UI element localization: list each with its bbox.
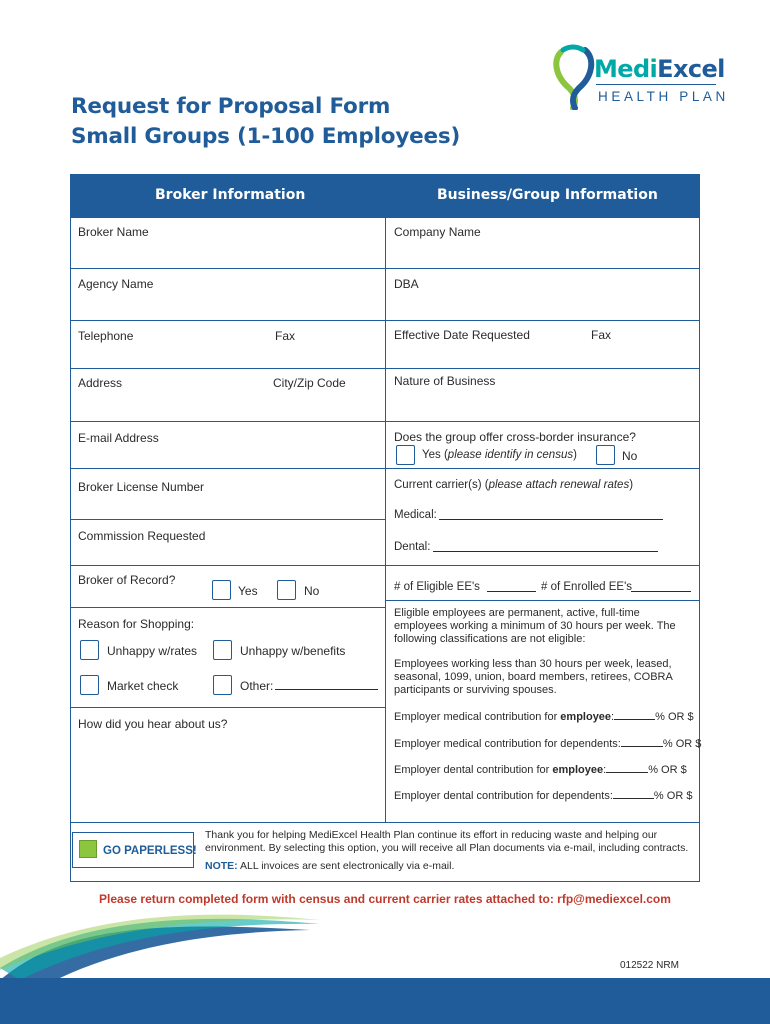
divider bbox=[71, 519, 385, 520]
title-line-2: Small Groups (1-100 Employees) bbox=[71, 124, 461, 149]
paperless-description: Thank you for helping MediExcel Health Plan continue its effort in reducing waste and helping our environment. By selecting this option, you will receive all Plan documents via e-mail, including contracts. bbox=[205, 829, 689, 854]
broker-of-record-no-label: No bbox=[304, 584, 320, 598]
reason-for-shopping-label: Reason for Shopping: bbox=[78, 617, 195, 631]
eligibility-description: Eligible employees are permanent, active, full-time employees working a minimum of 30 hours per week. The following classifications are not eligible: bbox=[394, 607, 676, 645]
market-check-checkbox[interactable] bbox=[80, 675, 99, 695]
divider bbox=[385, 600, 699, 601]
return-instructions: Please return completed form with census and current carrier rates attached to: rfp@mediexcel.com bbox=[99, 892, 671, 906]
paperless-label: GO PAPERLESS! bbox=[103, 845, 197, 857]
contribution-input-line[interactable] bbox=[606, 762, 648, 773]
divider bbox=[385, 421, 699, 422]
dental-carrier-label: Dental: bbox=[394, 541, 431, 553]
contribution-medical-dependents: Employer medical contribution for dependents: % OR $ bbox=[394, 738, 702, 750]
telephone-label: Telephone bbox=[78, 329, 134, 343]
contribution-medical-employee: Employer medical contribution for employee: % OR $ bbox=[394, 711, 694, 723]
cross-border-question: Does the group offer cross-border insurance? bbox=[394, 430, 636, 444]
logo-subtitle: HEALTH PLAN bbox=[598, 89, 729, 104]
commission-label: Commission Requested bbox=[78, 529, 206, 543]
contribution-dental-employee: Employer dental contribution for employee: % OR $ bbox=[394, 764, 687, 776]
contribution-dental-dependents: Employer dental contribution for dependents: % OR $ bbox=[394, 790, 693, 802]
unhappy-rates-label: Unhappy w/rates bbox=[107, 644, 198, 658]
footer-bar bbox=[0, 978, 770, 1024]
broker-section-header: Broker Information bbox=[155, 187, 306, 203]
page-title bbox=[71, 92, 460, 152]
divider bbox=[71, 421, 385, 422]
effective-date-label: Effective Date Requested bbox=[394, 328, 530, 342]
divider bbox=[71, 707, 385, 708]
divider bbox=[71, 320, 385, 321]
broker-fax-label: Fax bbox=[275, 329, 296, 343]
contribution-input-line[interactable] bbox=[613, 788, 654, 799]
other-label: Other: bbox=[240, 679, 274, 693]
cross-border-yes-label: Yes (please identify in census) bbox=[422, 449, 577, 461]
eligible-ees-line[interactable] bbox=[487, 591, 536, 592]
business-section-header: Business/Group Information bbox=[437, 187, 658, 203]
title-line-1: Request for Proposal Form bbox=[71, 94, 391, 119]
other-input-line[interactable] bbox=[275, 689, 378, 690]
unhappy-benefits-label: Unhappy w/benefits bbox=[240, 644, 346, 658]
unhappy-rates-checkbox[interactable] bbox=[80, 640, 99, 660]
contribution-input-line[interactable] bbox=[614, 709, 655, 720]
divider bbox=[385, 468, 699, 469]
divider bbox=[385, 565, 699, 566]
divider bbox=[71, 565, 385, 566]
paperless-note: NOTE: ALL invoices are sent electronically via e-mail. bbox=[205, 860, 455, 872]
other-checkbox[interactable] bbox=[213, 675, 232, 695]
logo-brand: MediExcel bbox=[594, 55, 725, 83]
contribution-input-line[interactable] bbox=[621, 736, 663, 747]
company-name-label: Company Name bbox=[394, 225, 481, 239]
enrolled-ees-line[interactable] bbox=[631, 591, 691, 592]
dba-label: DBA bbox=[394, 277, 419, 291]
city-zip-label: City/Zip Code bbox=[273, 376, 346, 390]
cross-border-no-label: No bbox=[622, 449, 638, 463]
divider bbox=[385, 320, 699, 321]
email-label: E-mail Address bbox=[78, 431, 159, 445]
address-label: Address bbox=[78, 376, 123, 390]
business-fax-label: Fax bbox=[591, 328, 612, 342]
medical-carrier-line[interactable] bbox=[439, 519, 663, 520]
agency-name-label: Agency Name bbox=[78, 277, 154, 291]
market-check-label: Market check bbox=[107, 679, 179, 693]
enrolled-ees-label: # of Enrolled EE's bbox=[541, 581, 633, 593]
heard-about-us-label: How did you hear about us? bbox=[78, 717, 228, 731]
broker-of-record-yes-label: Yes bbox=[238, 584, 258, 598]
broker-license-label: Broker License Number bbox=[78, 480, 205, 494]
document-number: 012522 NRM bbox=[620, 960, 679, 971]
eligible-ees-label: # of Eligible EE's bbox=[394, 581, 480, 593]
divider bbox=[71, 468, 385, 469]
broker-of-record-label: Broker of Record? bbox=[78, 573, 176, 587]
dental-carrier-line[interactable] bbox=[433, 551, 658, 552]
divider bbox=[385, 368, 699, 369]
divider bbox=[71, 368, 385, 369]
divider bbox=[385, 268, 699, 269]
logo-divider bbox=[596, 84, 716, 85]
ineligibility-description: Employees working less than 30 hours per week, leased, seasonal, 1099, union, board members, retirees, COBRA participants or surviving spouses. bbox=[394, 658, 673, 696]
medical-carrier-label: Medical: bbox=[394, 509, 437, 521]
paperless-checkbox[interactable] bbox=[79, 840, 97, 858]
broker-name-label: Broker Name bbox=[78, 225, 149, 239]
broker-of-record-yes-checkbox[interactable] bbox=[212, 580, 231, 600]
unhappy-benefits-checkbox[interactable] bbox=[213, 640, 232, 660]
cross-border-yes-checkbox[interactable] bbox=[396, 445, 415, 465]
broker-of-record-no-checkbox[interactable] bbox=[277, 580, 296, 600]
divider bbox=[71, 607, 385, 608]
column-divider bbox=[385, 218, 386, 822]
cross-border-no-checkbox[interactable] bbox=[596, 445, 615, 465]
current-carriers-label: Current carrier(s) (please attach renewal rates) bbox=[394, 479, 634, 491]
nature-of-business-label: Nature of Business bbox=[394, 374, 496, 388]
divider bbox=[71, 268, 385, 269]
divider bbox=[71, 822, 700, 823]
